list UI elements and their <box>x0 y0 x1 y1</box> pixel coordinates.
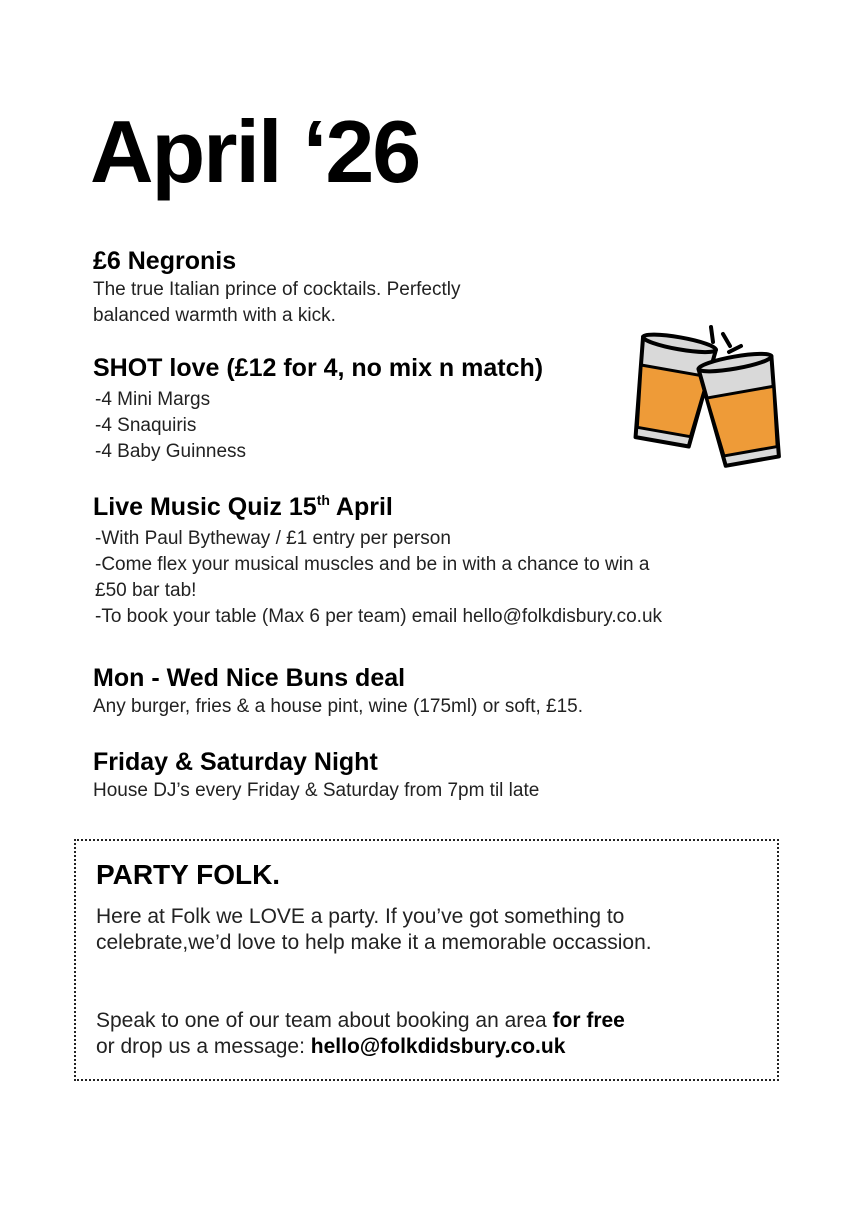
quiz-section <box>93 491 753 630</box>
page-title: April ‘26 <box>90 102 420 201</box>
shots-heading: SHOT love (£12 for 4, no mix n match) <box>93 354 544 382</box>
quiz-line: -With Paul Bytheway / £1 entry per person <box>95 528 451 549</box>
negronis-desc-line: balanced warmth with a kick. <box>93 305 336 326</box>
party-contact-text: Speak to one of our team about booking an area <box>96 1009 553 1032</box>
party-contact-text: or drop us a message: <box>96 1035 311 1058</box>
weekend-heading: Friday & Saturday Night <box>93 748 378 776</box>
shots-item: -4 Snaquiris <box>95 415 197 436</box>
buns-line: Any burger, fries & a house pint, wine (175ml) or soft, £15. <box>93 696 584 717</box>
quiz-heading: Live Music Quiz 15th April <box>93 492 393 521</box>
email-link[interactable]: hello@folkdidsbury.co.uk <box>310 1035 566 1058</box>
shots-item: -4 Mini Margs <box>95 389 211 410</box>
buns-heading: Mon - Wed Nice Buns deal <box>93 664 406 692</box>
shots-item: -4 Baby Guinness <box>95 441 247 462</box>
weekend-line: House DJ’s every Friday & Saturday from 7pm til late <box>93 780 540 801</box>
buns-section <box>93 662 733 720</box>
party-contact <box>96 1008 736 1060</box>
for-free-text: for free <box>552 1009 625 1032</box>
negronis-section <box>93 245 733 329</box>
party-heading: PARTY FOLK. <box>96 859 281 890</box>
quiz-line: -To book your table (Max 6 per team) email hello@folkdisbury.co.uk <box>95 606 663 627</box>
weekend-section <box>93 746 733 804</box>
negronis-heading: £6 Negronis <box>93 247 237 275</box>
party-folk-box <box>74 839 779 1081</box>
clinking-shot-glasses-icon <box>615 322 790 474</box>
party-intro: Here at Folk we LOVE a party. If you’ve got something to celebrate,we’d love to help make it a memorable occassion. <box>96 905 652 954</box>
quiz-line: -Come flex your musical muscles and be in with a chance to win a <box>95 554 650 575</box>
negronis-desc-line: The true Italian prince of cocktails. Perfectly <box>93 279 461 300</box>
quiz-line: £50 bar tab! <box>95 580 197 601</box>
